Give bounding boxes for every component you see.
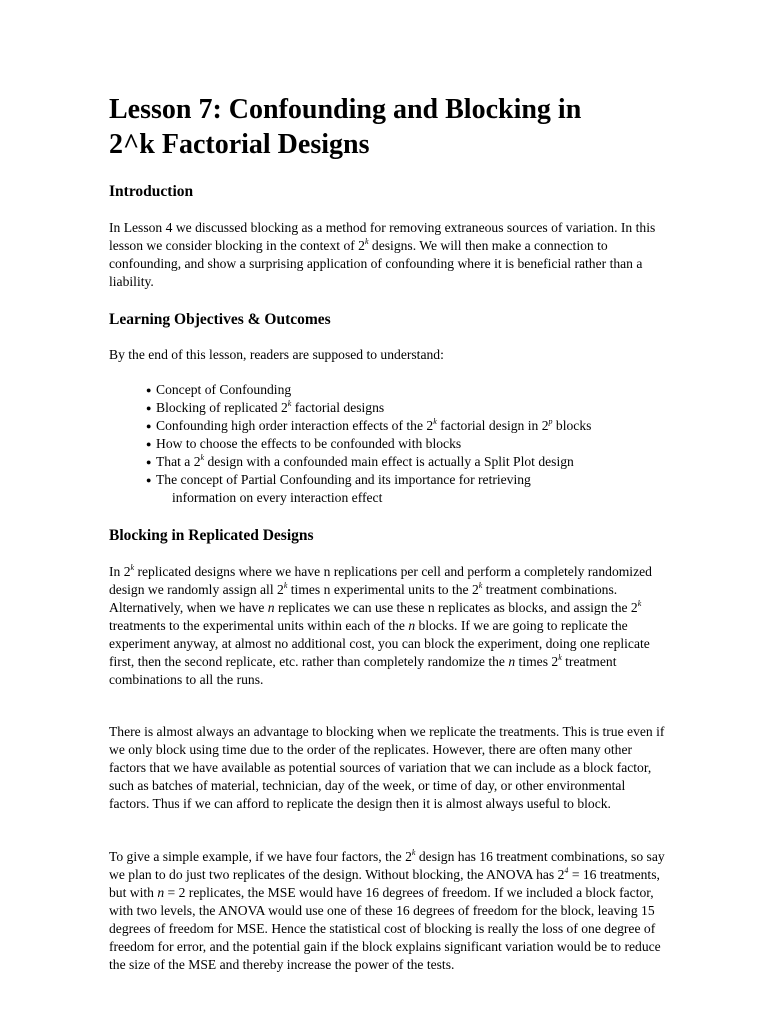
list-item: ● The concept of Partial Confounding and its importance for retrieving information on every interaction effect [146,472,531,505]
blocking-paragraph-1: In 2$^k$ replicated designs where we have n replications per cell and perform a completely randomized design we randomly assign all 2$^k$ times n experimental units to the 2$^k$ treatment combinations. Alternatively, when we have n replicates we can use these n replicates as blocks, and assign the 2$^k$ treatments to the experimental units within each of the n blocks. If we are going to replicate the experiment anyway, at almost no additional cost, you can block the experiment, doing one replicate first, then the second replicate, etc. rather than completely randomize the n times 2$^k$ treatment combinations to all the runs. [109,563,652,687]
page-title [109,92,669,162]
blocking-heading: Blocking in Replicated Designs [109,527,314,544]
objectives-lead: By the end of this lesson, readers are supposed to understand: [109,347,444,362]
blocking-paragraph-2: There is almost always an advantage to blocking when we replicate the treatments. This is true even if we only block using time due to the order of the replicates. However, there are often many other factors that we have available as potential sources of variation that we can include as a block factor, such as batches of material, technician, day of the week, or time of day, or other environmental factors. Thus if we can afford to replicate the design then it is almost always useful to block. [109,724,665,811]
introduction-heading: Introduction [109,183,194,200]
title-line-1: Lesson 7: Confounding and Blocking in [109,94,582,125]
bullet-icon: ● [146,403,152,413]
bullet-icon: ● [146,421,152,431]
list-item: ● Concept of Confounding [146,382,292,397]
blocking-paragraph-3: To give a simple example, if we have four factors, the 2$^k$ design has 16 treatment combinations, so say we plan to do just two replicates of the design. Without blocking, the ANOVA has $2^4 = 16$ treatments, but with n = 2 replicates, the MSE would have 16 degrees of freedom. If we included a block factor, with two levels, the ANOVA would use one of these 16 degrees of freedom for the block, leaving 15 degrees of freedom for MSE. Hence the statistical cost of blocking is really the loss of one degree of freedom for error, and the potential gain if the block explains significant variation would be to reduce the size of the MSE and thereby increase the power of the tests. [109,848,665,972]
list-item: ● How to choose the effects to be confounded with blocks [146,436,462,451]
bullet-icon: ● [146,475,152,485]
introduction-paragraph: In Lesson 4 we discussed blocking as a method for removing extraneous sources of variation. In this lesson we consider blocking in the context of 2$^k$ designs. We will then make a connection to confounding, and show a surprising application of confounding where it is beneficial rather than a liability. [109,220,656,289]
list-item: ● Blocking of replicated 2$^k$ factorial designs [146,399,385,415]
list-item: ● That a 2$^k$ design with a confounded main effect is actually a Split Plot design [146,453,574,469]
list-item: ● Confounding high order interaction effects of the 2$^k$ factorial design in 2$^p$ blocks [146,417,592,433]
objectives-heading: Learning Objectives & Outcomes [109,311,331,328]
bullet-icon: ● [146,457,152,467]
bullet-icon: ● [146,439,152,449]
bullet-icon: ● [146,385,152,395]
title-line-2: 2^k Factorial Designs [109,129,370,160]
objectives-list [146,381,686,507]
